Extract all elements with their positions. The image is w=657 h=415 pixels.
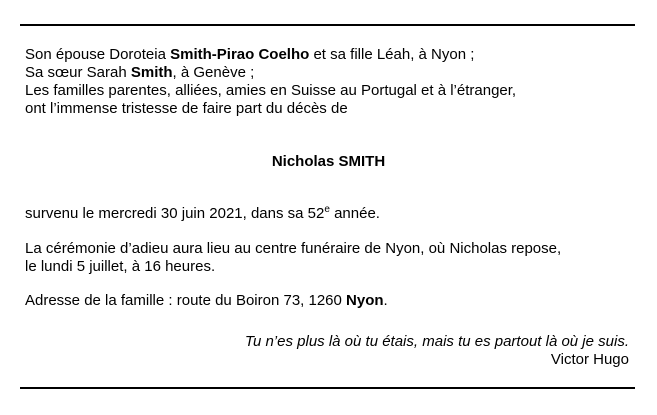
deceased-name: Nicholas SMITH — [271, 153, 386, 170]
ceremony-line-date: le lundi 5 juillet, à 16 heures. — [25, 258, 216, 275]
address-city: Nyon — [346, 292, 384, 309]
spouse-surname: Smith-Pirao Coelho — [170, 46, 310, 63]
announcement-text: , à Genève ; — [172, 64, 255, 81]
top-border-rule — [20, 24, 635, 26]
death-date-text: année. — [329, 205, 380, 222]
death-date-line — [25, 205, 380, 223]
ceremony-details — [25, 240, 561, 276]
address-text: . — [383, 292, 388, 309]
announcement-text: Sa sœur Sarah — [25, 64, 131, 81]
family-address — [25, 292, 388, 310]
sister-surname: Smith — [130, 64, 173, 81]
ceremony-line-location: La cérémonie d’adieu aura lieu au centre funéraire de Nyon, où Nicholas repose, — [25, 240, 562, 257]
ordinal-superscript: e — [324, 204, 330, 215]
family-announcement — [25, 46, 516, 118]
announcement-text: et sa fille Léah, à Nyon ; — [309, 46, 475, 63]
quote-text: Tu n’es plus là où tu étais, mais tu es partout là où je suis. — [244, 333, 629, 350]
announcement-line-sister — [25, 64, 516, 82]
announcement-line-spouse — [25, 46, 516, 64]
address-text: Adresse de la famille : route du Boiron 73, 1260 — [25, 292, 347, 309]
quote-block — [245, 333, 629, 369]
bottom-border-rule — [20, 387, 635, 389]
announcement-line-families: Les familles parentes, alliées, amies en Suisse au Portugal et à l’étranger, — [25, 82, 517, 99]
quote-author: Victor Hugo — [550, 351, 629, 368]
announcement-line-sadness: ont l’immense tristesse de faire part du décès de — [25, 100, 348, 117]
announcement-text: Son épouse Doroteia — [25, 46, 171, 63]
death-date-text: survenu le mercredi 30 juin 2021, dans sa 52 — [25, 205, 325, 222]
